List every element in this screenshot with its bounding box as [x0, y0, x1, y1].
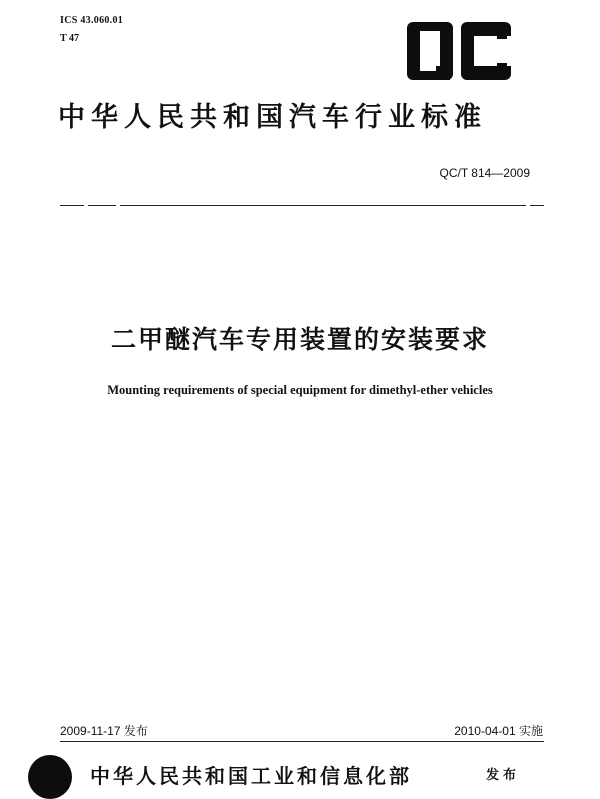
publish-label: 发布 [486, 768, 521, 783]
rule-gap-3 [526, 203, 530, 208]
issue-date-line [60, 723, 148, 739]
implementation-date: 2010-04-01 [454, 724, 516, 738]
issue-date: 2009-11-17 [60, 724, 121, 738]
qc-logo [405, 20, 515, 82]
implementation-label: 实施 [518, 724, 543, 738]
qc-logo-c-bottom-tip [497, 63, 507, 71]
ics-code: ICS 43.060.01 [60, 15, 124, 26]
rule-gap-1 [84, 203, 88, 208]
publisher-name: 中华人民共和国工业和信息化部 [90, 764, 412, 788]
qc-logo-q-tail [436, 66, 450, 80]
seal-emblem [28, 755, 72, 799]
ccs-code: T 47 [60, 33, 79, 44]
issue-label: 发布 [123, 724, 148, 738]
implementation-date-line [454, 723, 543, 739]
standard-number: QC/T 814—2009 [439, 166, 530, 180]
document-title-english: Mounting requirements of special equipment for dimethyl-ether vehicles [107, 383, 493, 397]
rule-gap-2 [116, 203, 120, 208]
date-rule [60, 741, 544, 742]
qc-logo-q-inner [420, 31, 440, 71]
header-rule [60, 205, 544, 206]
document-title-chinese: 二甲醚汽车专用装置的安装要求 [110, 325, 489, 354]
qc-logo-c-top-tip [497, 31, 507, 39]
header-title: 中华人民共和国汽车行业标准 [58, 102, 487, 133]
qc-logo-c-inner [474, 36, 512, 66]
